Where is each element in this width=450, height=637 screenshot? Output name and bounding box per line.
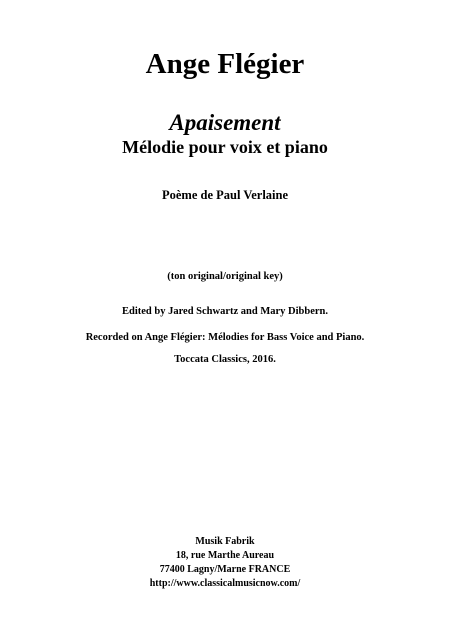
key-note: (ton original/original key) <box>167 271 283 282</box>
poem-credit: Poème de Paul Verlaine <box>161 188 289 202</box>
publisher-url: http://www.classicalmusicnow.com/ <box>149 578 301 589</box>
publisher-street: 18, rue Marthe Aureau <box>175 550 275 561</box>
recording-credit: Recorded on Ange Flégier: Mélodies for Bass Voice and Piano. <box>85 332 365 343</box>
composer-name: Ange Flégier <box>145 48 305 80</box>
editor-credit: Edited by Jared Schwartz and Mary Dibbern. <box>121 306 329 317</box>
publisher-city: 77400 Lagny/Marne FRANCE <box>159 564 291 575</box>
recording-label: Toccata Classics, 2016. <box>174 354 276 365</box>
publisher-name: Musik Fabrik <box>195 536 255 547</box>
work-title: Apaisement <box>169 110 281 135</box>
work-subtitle: Mélodie pour voix et piano <box>122 137 328 157</box>
